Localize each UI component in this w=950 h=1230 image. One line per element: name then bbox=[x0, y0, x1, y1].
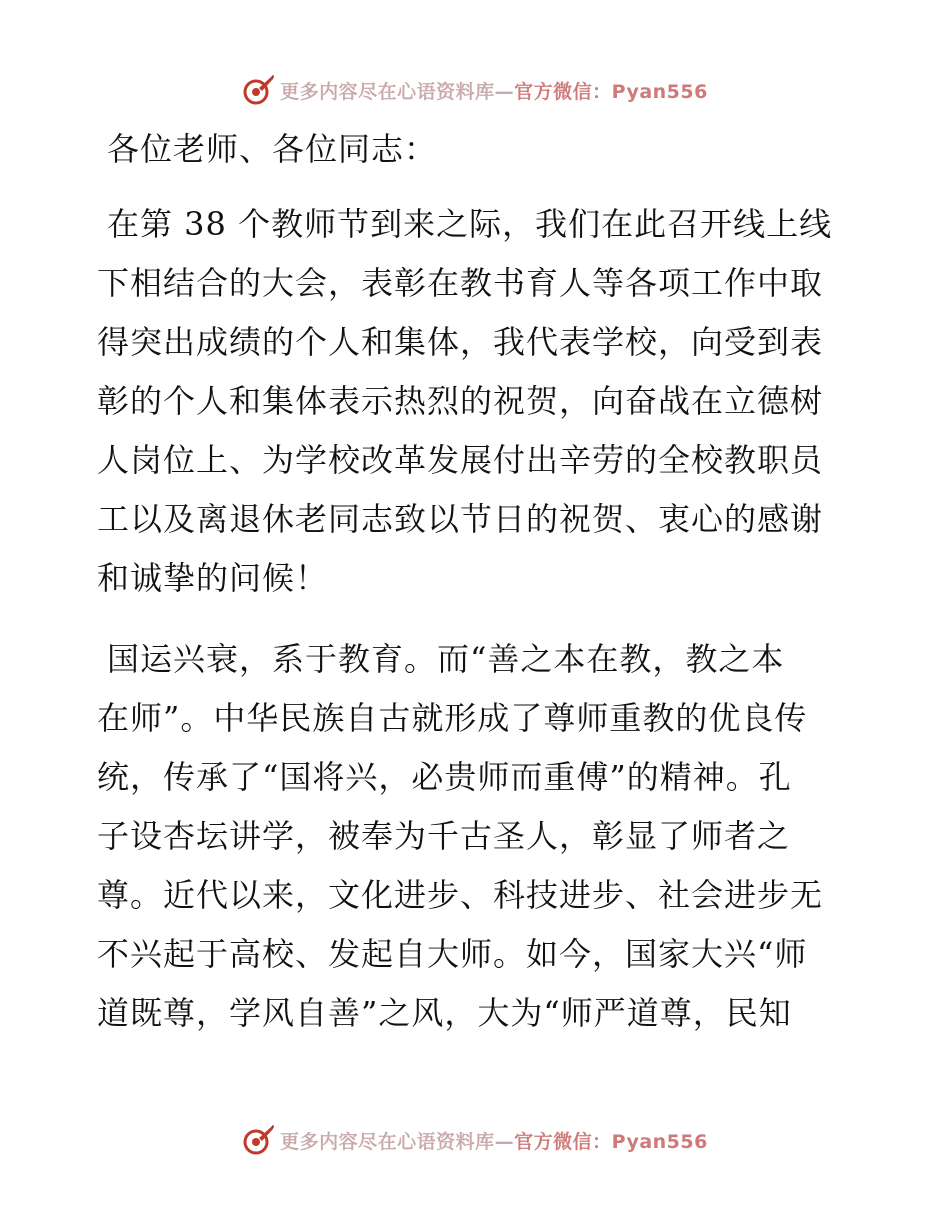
paragraph-line: 和诚挚的问候！ bbox=[97, 559, 329, 597]
pen-nib-logo-icon bbox=[242, 1124, 274, 1156]
watermark-lead: 更多内容尽在心语资料库 bbox=[280, 1130, 495, 1153]
paragraph-line: 在第 38 个教师节到来之际，我们在此召开线上线 bbox=[107, 205, 833, 243]
paragraph-line: 人岗位上、为学校改革发展付出辛劳的全校教职员 bbox=[97, 441, 824, 479]
paragraph-line: 得突出成绩的个人和集体，我代表学校，向受到表 bbox=[97, 323, 824, 361]
watermark-lead: 更多内容尽在心语资料库 bbox=[280, 80, 495, 103]
watermark-text bbox=[280, 77, 708, 104]
watermark-header bbox=[0, 70, 950, 110]
watermark-separator: — bbox=[494, 80, 515, 103]
pen-nib-logo-icon bbox=[242, 74, 274, 106]
paragraph-line: 在师”。中华民族自古就形成了尊师重教的优良传 bbox=[97, 699, 808, 737]
paragraph-line: 不兴起于高校、发起自大师。如今，国家大兴“师 bbox=[97, 935, 808, 973]
watermark-footer bbox=[0, 1120, 950, 1160]
watermark-tail: 官方微信：Pyan556 bbox=[514, 80, 708, 103]
paragraph-line: 彰的个人和集体表示热烈的祝贺，向奋战在立德树 bbox=[97, 382, 824, 420]
paragraph-line: 尊。近代以来，文化进步、科技进步、社会进步无 bbox=[97, 876, 824, 914]
watermark-text bbox=[280, 1127, 708, 1154]
paragraph-line: 道既尊，学风自善”之风，大为“师严道尊，民知 bbox=[97, 994, 792, 1032]
paragraph-line: 工以及离退休老同志致以节日的祝贺、衷心的感谢 bbox=[97, 500, 824, 538]
paragraph-2 bbox=[97, 630, 857, 1043]
letter-body bbox=[97, 120, 857, 1065]
paragraph-line: 国运兴衰，系于教育。而“善之本在教，教之本 bbox=[107, 640, 785, 678]
paragraph-1 bbox=[97, 195, 857, 608]
paragraph-line: 下相结合的大会，表彰在教书育人等各项工作中取 bbox=[97, 264, 824, 302]
watermark-tail: 官方微信：Pyan556 bbox=[514, 1130, 708, 1153]
paragraph-line: 统，传承了“国将兴，必贵师而重傅”的精神。孔 bbox=[97, 758, 792, 796]
paragraph-line: 子设杏坛讲学，被奉为千古圣人，彰显了师者之 bbox=[97, 817, 791, 855]
greeting: 各位老师、各位同志： bbox=[107, 130, 438, 168]
watermark-separator: — bbox=[494, 1130, 515, 1153]
